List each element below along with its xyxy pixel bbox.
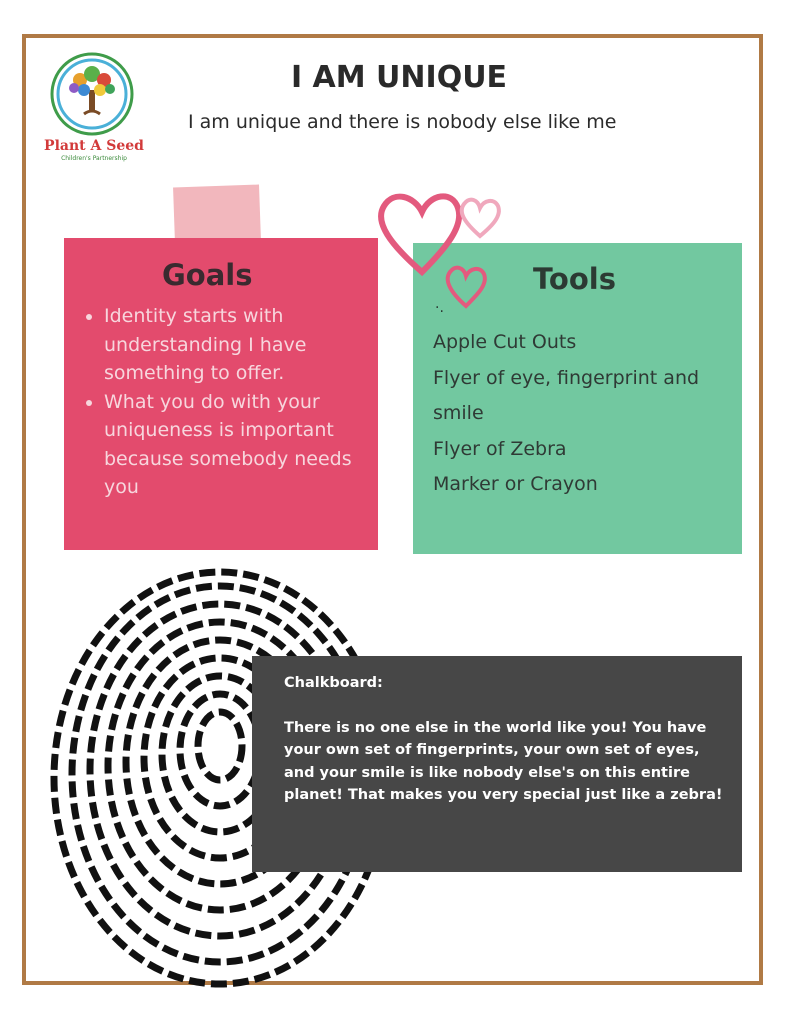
tools-item: smile (433, 402, 484, 424)
heart-icon (370, 180, 510, 310)
chalkboard-panel (252, 656, 742, 872)
chalkboard-text: There is no one else in the world like you! You have your own set of fingerprints, your own set of eyes, and your smile is like nobody else's on this entire planet! That makes you very special just like a zebra! (284, 719, 723, 803)
logo-subname: Children's Partnership (61, 155, 127, 162)
goals-heading: Goals (162, 258, 253, 292)
tools-item: Apple Cut Outs (433, 331, 577, 353)
goals-item: • Identity starts with understanding I have something to offer. (104, 302, 390, 388)
goals-card (64, 238, 378, 550)
goals-list (82, 302, 390, 502)
page-subtitle: I am unique and there is nobody else like me (188, 111, 617, 133)
tools-item: Flyer of eye, fingerprint and (433, 366, 700, 389)
goals-item: • What you do with your uniqueness is important because somebody needs you (104, 388, 390, 502)
tools-heading: Tools (533, 262, 616, 296)
tape-decoration (173, 185, 261, 244)
tools-item: Marker or Crayon (433, 473, 598, 495)
tools-list (433, 325, 738, 503)
logo-name: Plant A Seed (44, 138, 144, 154)
tools-item: Flyer of Zebra (433, 437, 567, 460)
chalkboard-label: Chalkboard: (284, 675, 383, 691)
tools-marker: ·. (435, 300, 444, 316)
page-title: I AM UNIQUE (290, 60, 508, 95)
